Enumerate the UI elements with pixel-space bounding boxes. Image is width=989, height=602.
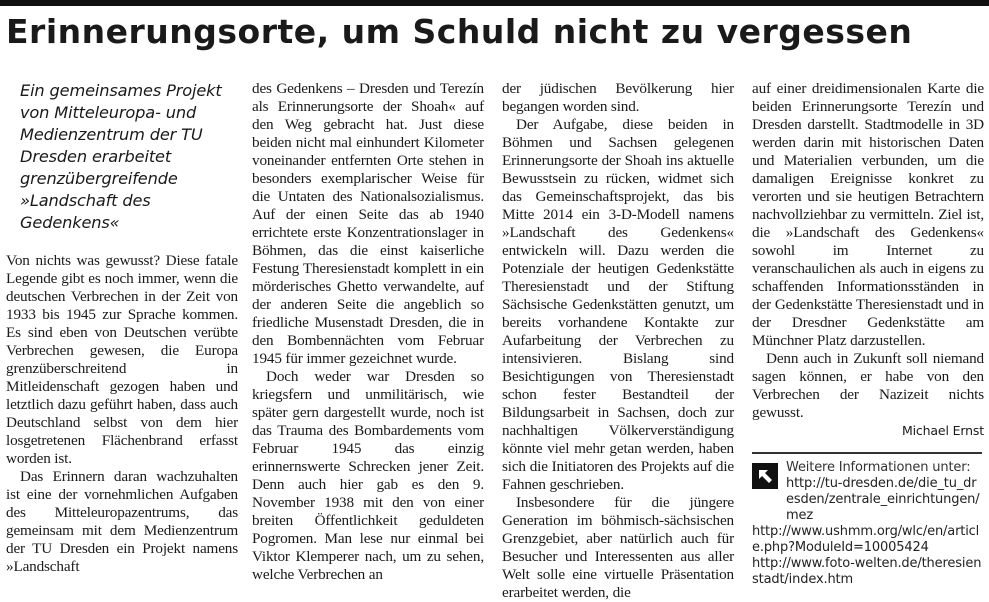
paragraph: der jüdischen Bevölkerung hier begangen worden sind. [502, 80, 734, 115]
paragraph: Denn auch in Zukunft soll niemand sagen können, er habe von den Verbrechen der Nazizeit nichts gewusst. [752, 350, 984, 421]
paragraph: Insbesondere für die jüngere Generation im böhmisch-sächsischen Grenzgebiet, aber natürlich auch für Besucher und Interessenten aus aller Welt solle eine virtuelle Präsentation erarbeitet werden, die [502, 494, 734, 601]
headline: Erinnerungsorte, um Schuld nicht zu vergessen [6, 12, 913, 51]
lede: Ein gemeinsames Projekt von Mitteleuropa- und Medienzentrum der TU Dresden erarbeitet grenzübergreifende »Landschaft des Gedenkens« [20, 81, 222, 232]
info-link-foto-welten[interactable]: http://www.foto-welten.de/theresienstadt/index.htm [752, 556, 982, 587]
info-box [752, 452, 982, 588]
paragraph: Doch weder war Dresden so kriegsfern und unmilitärisch, wie später gern dargestellt wurde, noch ist das Trauma des Bombardements vom Februar 1945 das einzig erinnernswerte Schrecken jener Zeit. Denn auch hier gab es den 9. November 1938 mit den von einer breiten Öffentlichkeit geduldeten Pogromen. Man lese nur einmal bei Viktor Klemperer nach, um zu sehen, welche Verbrechen an [252, 368, 484, 583]
paragraph: Von nichts was gewusst? Diese fatale Legende gibt es noch immer, wenn die deutschen Verbrechen in der Zeit von 1933 bis 1945 zur Sprache kommen. Es sind eben von Deutschen verübte Verbrechen gewesen, die Europa grenzüberschreitend in Mitleidenschaft gezogen haben und letztlich dazu geführt haben, dass auch Deutschland selbst von dem hier losgetretenen Flächenbrand erfasst worden ist. [6, 252, 238, 467]
column-3 [502, 80, 734, 601]
column-2 [252, 80, 484, 583]
arrow-up-left-icon [752, 463, 778, 489]
info-link-tu-dresden[interactable]: http://tu-dresden.de/die_tu_dresden/zentrale_einrichtungen/mez [786, 476, 980, 523]
paragraph: auf einer dreidimensionalen Karte die beiden Erinnerungsorte Terezín und Dresden darstellt. Stadtmodelle in 3D werden darin mit historischen Daten und Materialien verbunden, um die damaligen Ereignisse konkret zu verorten und sie heutigen Betrachtern nachvollziehbar zu vermitteln. Ziel ist, die »Landschaft des Gedenkens« sowohl im Internet zu veranschaulichen als auch in eigens zu schaffenden Informationsständen in der Gedenkstätte Theresienstadt und in der Dresdner Gedenkstätte am Münchner Platz darzustellen. [752, 80, 984, 349]
paragraph: des Gedenkens – Dresden und Terezín als Erinnerungsorte der Shoah« auf den Weg gebracht hat. Just diese beiden nicht mal einhundert Kilometer voneinander entfernten Orte stehen in besonders exemplarischer Weise für die Untaten des Nationalsozialismus. Auf der einen Seite das ab 1940 errichtete erste Konzentrationslager in Böhmen, das die einst kaiserliche Festung Theresienstadt komplett in ein mörderisches Ghetto verwandelte, auf der anderen Seite die angeblich so friedliche Musenstadt Dresden, die in den Bombennächten vom Februar 1945 für immer gezeichnet wurde. [252, 80, 484, 367]
column-1 [6, 80, 238, 575]
info-link-ushmm[interactable]: http://www.ushmm.org/wlc/en/article.php?ModuleId=10005424 [752, 524, 980, 555]
top-rule [0, 0, 989, 6]
column-4 [752, 80, 984, 587]
author-byline: Michael Ernst [901, 423, 984, 438]
paragraph: Der Aufgabe, diese beiden in Böhmen und Sachsen gelegenen Erinnerungsorte der Shoah ins aktuelle Bewusstsein zu rücken, widmet sich das Gemeinschaftsprojekt, das bis Mitte 2014 ein 3-D-Modell namens »Landschaft des Gedenkens« entwickeln will. Dazu werden die Potenziale der heutigen Gedenkstätte Theresienstadt und der Stiftung Sächsische Gedenkstätten genutzt, um bereits vorhandene Kontakte zur Aufarbeitung der Verbrechen zu intensivieren. Bislang sind Besichtigungen von Theresienstadt schon fester Bestandteil der Bildungsarbeit in Sachsen, doch zur nachhaltigen Völkerverständigung könnte viel mehr getan werden, haben sich die Initiatoren des Projekts auf die Fahnen geschrieben. [502, 116, 734, 493]
paragraph: Das Erinnern daran wachzuhalten ist eine der vornehmlichen Aufgaben des Mitteleuropazentrums, das gemeinsam mit dem Medienzentrum der TU Dresden ein Projekt namens »Landschaft [6, 468, 238, 575]
info-title: Weitere Informationen unter: [786, 460, 971, 475]
